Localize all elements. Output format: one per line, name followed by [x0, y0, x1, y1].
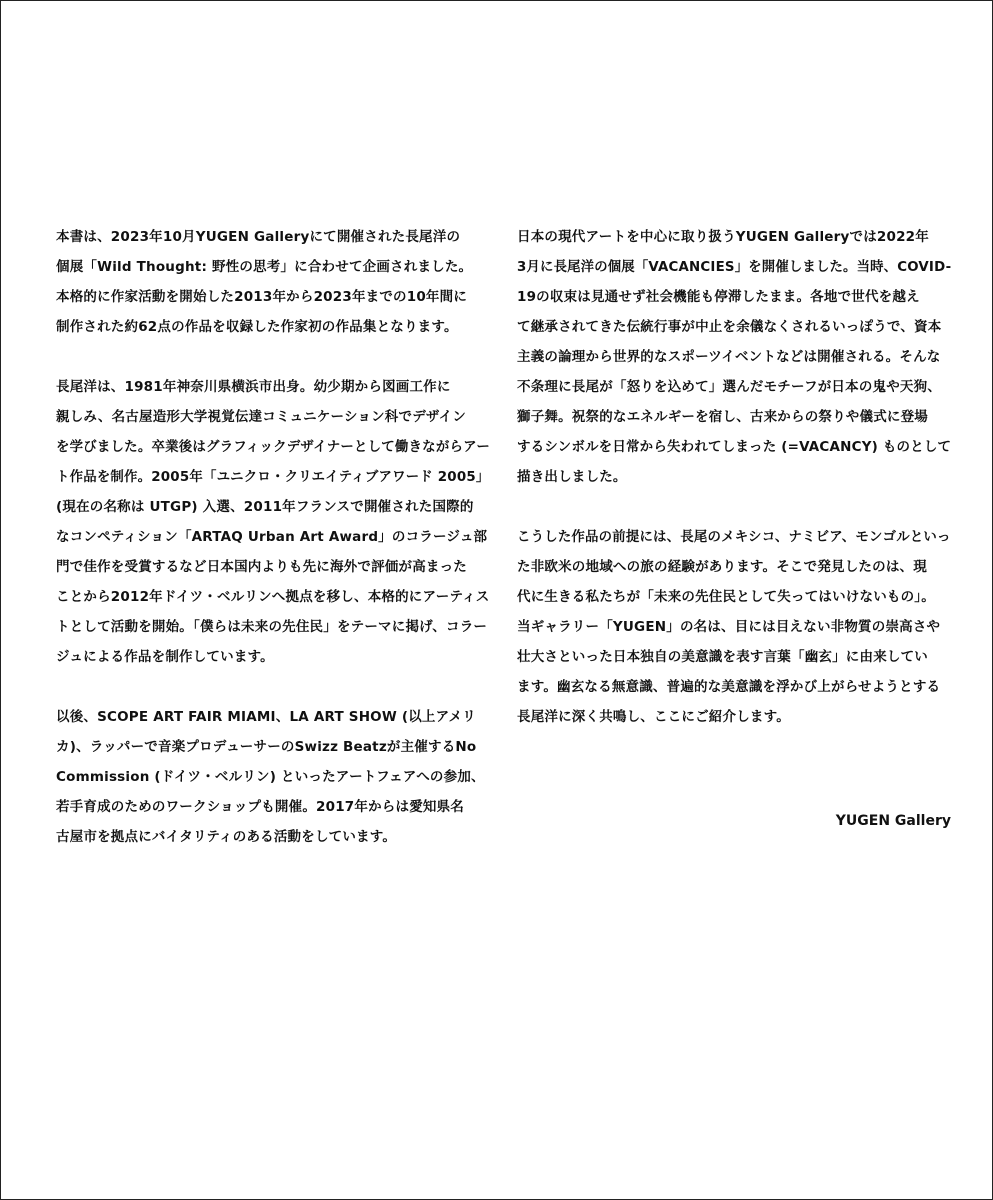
paragraph-gap [517, 492, 951, 522]
text-line: 以後、SCOPE ART FAIR MIAMI、LA ART SHOW (以上アメリ [56, 709, 476, 725]
text-line: 3月に長尾洋の個展「VACANCIES」を開催しました。当時、COVID- [517, 259, 952, 275]
text-line: 19の収束は見通せず社会機能も停滞したまま。各地で世代を越え [517, 289, 920, 305]
paragraph [517, 522, 951, 732]
text-line: Commission (ドイツ・ベルリン) といったアートフェアへの参加、 [56, 769, 485, 785]
text-line: 個展「Wild Thought: 野性の思考」に合わせて企画されました。 [56, 259, 473, 275]
text-line: (現在の名称は UTGP) 入選、2011年フランスで開催された国際的 [56, 499, 474, 515]
text-line: 制作された約62点の作品を収録した作家初の作品集となります。 [56, 319, 458, 335]
text-line: 門で佳作を受賞するなど日本国内よりも先に海外で評価が高まった [56, 559, 467, 575]
text-line: 本書は、2023年10月YUGEN Galleryにて開催された長尾洋の [56, 229, 461, 245]
text-line: 不条理に長尾が「怒りを込めて」選んだモチーフが日本の鬼や天狗、 [517, 379, 942, 395]
paragraph [56, 372, 490, 672]
text-line: 壮大さといった日本独自の美意識を表す言葉「幽玄」に由来してい [517, 649, 928, 665]
text-line: 古屋市を拠点にバイタリティのある活動をしています。 [56, 829, 397, 845]
left-column [56, 222, 490, 852]
paragraph [517, 222, 951, 492]
text-line: するシンボルを日常から失われてしまった (=VACANCY) ものとして [517, 439, 952, 455]
text-line: なコンペティション「ARTAQ Urban Art Award」のコラージュ部 [56, 529, 488, 545]
text-line: 代に生きる私たちが「未来の先住民として失ってはいけないもの」。 [517, 589, 935, 605]
text-line: ことから2012年ドイツ・ベルリンへ拠点を移し、本格的にアーティス [56, 589, 490, 605]
paragraph-gap [56, 672, 490, 702]
text-line: ます。幽玄なる無意識、普遍的な美意識を浮かび上がらせようとする [517, 679, 941, 695]
text-line: 獅子舞。祝祭的なエネルギーを宿し、古来からの祭りや儀式に登場 [517, 409, 928, 425]
text-line: 本格的に作家活動を開始した2013年から2023年までの10年間に [56, 289, 468, 305]
paragraph [56, 222, 490, 342]
text-line: 若手育成のためのワークショップも開催。2017年からは愛知県名 [56, 799, 465, 815]
text-line: を学びました。卒業後はグラフィックデザイナーとして働きながらアー [56, 439, 490, 455]
text-line: 描き出しました。 [517, 469, 627, 485]
text-line: 当ギャラリー「YUGEN」の名は、目には目えない非物質の崇高さや [517, 619, 941, 635]
text-line: トとして活動を開始。「僕らは未来の先住民」をテーマに掲げ、コラー [56, 619, 488, 635]
paragraph-gap [56, 342, 490, 372]
text-line: こうした作品の前提には、長尾のメキシコ、ナミビア、モンゴルといっ [517, 529, 951, 545]
text-line: て継承されてきた伝統行事が中止を余儀なくされるいっぽうで、資本 [517, 319, 942, 335]
text-line: 親しみ、名古屋造形大学視覚伝達コミュニケーション科でデザイン [56, 409, 467, 425]
gallery-signature: YUGEN Gallery [835, 813, 951, 829]
text-line: 長尾洋は、1981年神奈川県横浜市出身。幼少期から図画工作に [56, 379, 451, 395]
paragraph [56, 702, 490, 852]
text-line: た非欧米の地域への旅の経験があります。そこで発見したのは、現 [517, 559, 927, 575]
text-line: ジュによる作品を制作しています。 [56, 649, 274, 665]
right-column [517, 222, 951, 732]
text-line: 日本の現代アートを中心に取り扱うYUGEN Galleryでは2022年 [517, 229, 929, 245]
text-line: ト作品を制作。2005年「ユニクロ・クリエイティブアワード 2005」 [56, 469, 490, 485]
text-line: カ)、ラッパーで音楽プロデューサーのSwizz Beatzが主催するNo [56, 739, 477, 755]
text-line: 長尾洋に深く共鳴し、ここにご紹介します。 [517, 709, 790, 725]
text-line: 主義の論理から世界的なスポーツイベントなどは開催される。そんな [517, 349, 941, 365]
